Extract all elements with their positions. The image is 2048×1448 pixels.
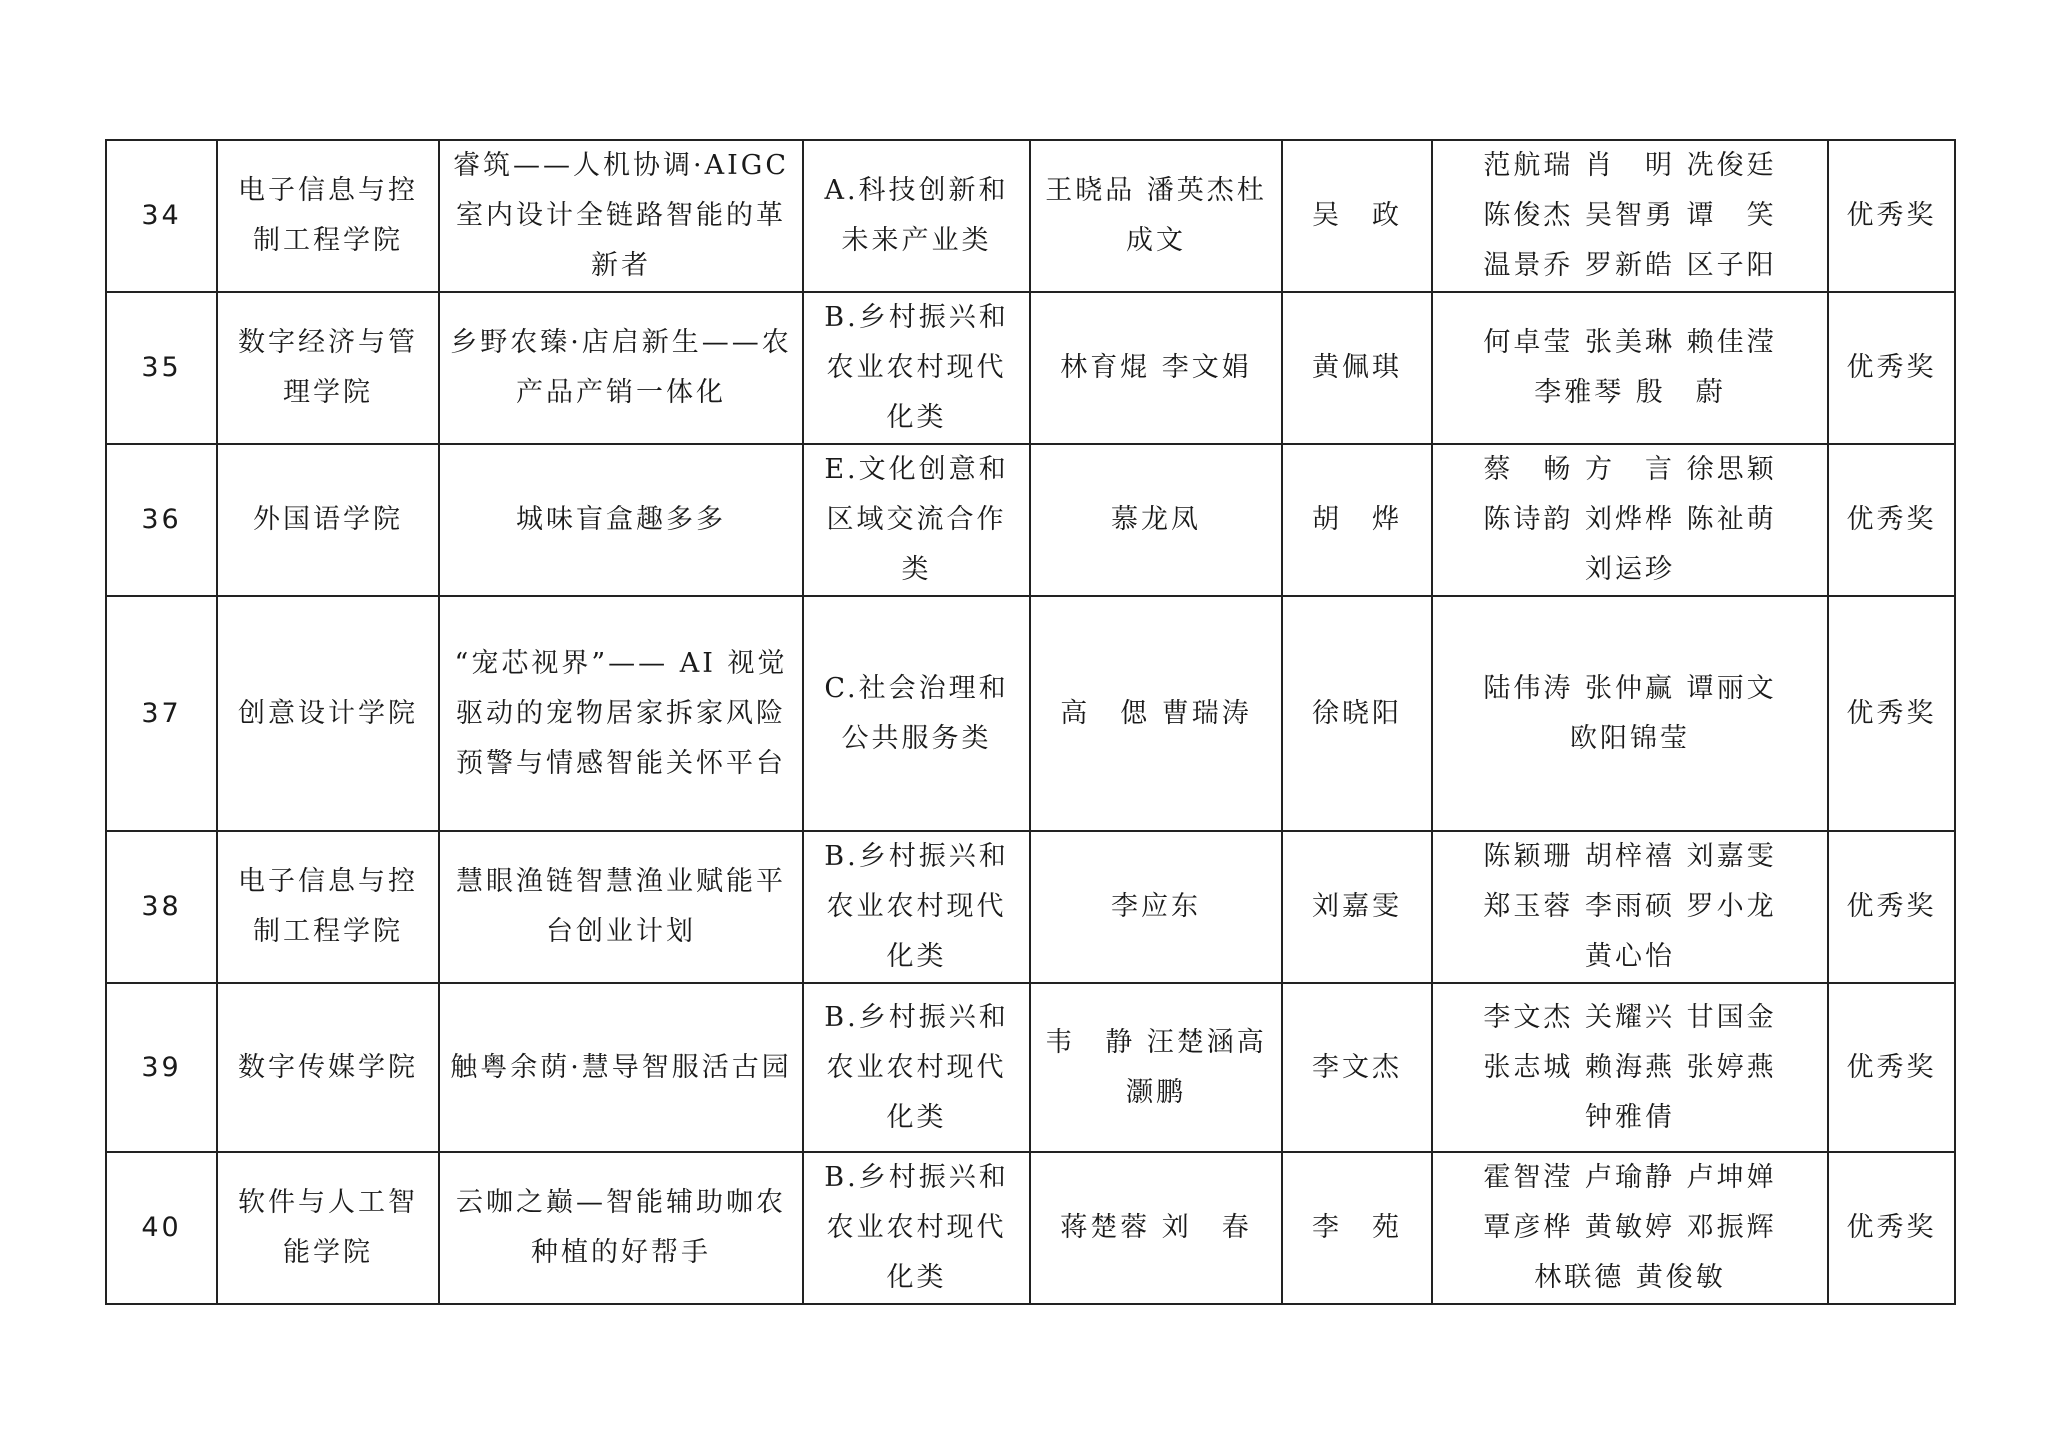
- table-row: [106, 444, 1955, 596]
- leader-cell-text: 刘嘉雯: [1312, 891, 1402, 922]
- college-cell-text: 数字传媒学院: [238, 1051, 418, 1083]
- table-body: [106, 140, 1955, 1304]
- mentors-cell-text: 慕龙凤: [1111, 504, 1201, 535]
- member-line: 温景乔 罗新皓 区子阳: [1483, 250, 1777, 281]
- row-number-text: 38: [141, 891, 182, 922]
- row-number: [106, 596, 217, 831]
- member-line: 林联德 黄俊敏: [1534, 1262, 1726, 1293]
- category-cell: [803, 983, 1030, 1152]
- project-name-cell: [439, 292, 803, 444]
- leader-cell: [1282, 140, 1432, 292]
- college-cell: [217, 140, 439, 292]
- award-cell: [1828, 292, 1955, 444]
- project-name-cell: [439, 444, 803, 596]
- member-line: 陆伟涛 张仲赢 谭丽文: [1483, 672, 1777, 704]
- award-cell: [1828, 983, 1955, 1152]
- table-row: [106, 983, 1955, 1152]
- table-row: [106, 292, 1955, 444]
- award-cell-text: 优秀奖: [1846, 352, 1937, 383]
- category-cell-text: E.文化创意和区域交流合作类: [824, 454, 1009, 585]
- project-name-cell-text: 慧眼渔链智慧渔业赋能平台创业计划: [456, 866, 786, 947]
- award-cell-text: 优秀奖: [1846, 1051, 1937, 1083]
- table-row: [106, 831, 1955, 983]
- college-cell: [217, 444, 439, 596]
- category-cell: [803, 444, 1030, 596]
- member-line: 蔡 畅 方 言 徐思颖: [1483, 454, 1777, 485]
- members-cell: [1432, 596, 1828, 831]
- leader-cell: [1282, 444, 1432, 596]
- row-number: [106, 292, 217, 444]
- row-number: [106, 983, 217, 1152]
- category-cell: [803, 292, 1030, 444]
- row-number-text: 34: [141, 200, 182, 231]
- members-cell: [1432, 292, 1828, 444]
- college-cell: [217, 831, 439, 983]
- mentors-cell-text: 高 偲 曹瑞涛: [1060, 697, 1252, 729]
- member-line: 刘运珍: [1585, 554, 1675, 585]
- category-cell-text: A.科技创新和未来产业类: [824, 175, 1009, 256]
- project-name-cell: [439, 831, 803, 983]
- table-row: [106, 1152, 1955, 1304]
- mentors-cell-text: 李应东: [1111, 891, 1201, 922]
- members-cell: [1432, 831, 1828, 983]
- table-row: [106, 596, 1955, 831]
- member-line: 陈诗韵 刘烨桦 陈祉萌: [1483, 504, 1777, 535]
- mentors-cell: [1030, 1152, 1282, 1304]
- college-cell-text: 数字经济与管理学院: [238, 327, 418, 408]
- college-cell-text: 电子信息与控制工程学院: [238, 175, 418, 256]
- project-name-cell-text: 城味盲盒趣多多: [516, 504, 726, 535]
- college-cell: [217, 292, 439, 444]
- row-number: [106, 444, 217, 596]
- category-cell: [803, 596, 1030, 831]
- project-name-cell: [439, 140, 803, 292]
- leader-cell-text: 胡 烨: [1312, 504, 1402, 535]
- mentors-cell-text: 王晓品 潘英杰杜成文: [1045, 175, 1267, 256]
- college-cell: [217, 1152, 439, 1304]
- college-cell: [217, 983, 439, 1152]
- members-cell: [1432, 1152, 1828, 1304]
- leader-cell-text: 吴 政: [1312, 200, 1402, 231]
- category-cell: [803, 1152, 1030, 1304]
- member-line: 霍智滢 卢瑜静 卢坤婵: [1483, 1162, 1777, 1193]
- award-cell-text: 优秀奖: [1846, 891, 1937, 922]
- row-number-text: 36: [141, 504, 182, 535]
- college-cell: [217, 596, 439, 831]
- mentors-cell: [1030, 292, 1282, 444]
- category-cell: [803, 831, 1030, 983]
- leader-cell-text: 徐晓阳: [1312, 697, 1402, 729]
- award-cell-text: 优秀奖: [1846, 200, 1937, 231]
- member-line: 陈俊杰 吴智勇 谭 笑: [1483, 200, 1777, 231]
- member-line: 何卓莹 张美琳 赖佳滢: [1483, 327, 1777, 358]
- members-cell: [1432, 444, 1828, 596]
- member-line: 黄心怡: [1585, 941, 1675, 972]
- college-cell-text: 外国语学院: [253, 504, 403, 535]
- mentors-cell: [1030, 596, 1282, 831]
- leader-cell-text: 李文杰: [1312, 1051, 1402, 1083]
- mentors-cell: [1030, 140, 1282, 292]
- category-cell: [803, 140, 1030, 292]
- member-line: 范航瑞 肖 明 冼俊廷: [1483, 150, 1777, 181]
- member-line: 陈颖珊 胡梓禧 刘嘉雯: [1483, 841, 1777, 872]
- project-name-cell: [439, 983, 803, 1152]
- mentors-cell: [1030, 831, 1282, 983]
- category-cell-text: B.乡村振兴和农业农村现代化类: [824, 1162, 1009, 1293]
- project-name-cell-text: 云咖之巅—智能辅助咖农种植的好帮手: [456, 1187, 786, 1268]
- category-cell-text: C.社会治理和公共服务类: [824, 672, 1009, 754]
- mentors-cell: [1030, 983, 1282, 1152]
- award-cell: [1828, 444, 1955, 596]
- category-cell-text: B.乡村振兴和农业农村现代化类: [824, 841, 1009, 972]
- project-name-cell: [439, 1152, 803, 1304]
- row-number-text: 37: [141, 697, 182, 729]
- award-cell: [1828, 1152, 1955, 1304]
- mentors-cell-text: 林育焜 李文娟: [1060, 352, 1252, 383]
- members-cell: [1432, 140, 1828, 292]
- leader-cell: [1282, 1152, 1432, 1304]
- table-row: [106, 140, 1955, 292]
- member-line: 张志城 赖海燕 张婷燕: [1483, 1051, 1777, 1083]
- category-cell-text: B.乡村振兴和农业农村现代化类: [824, 1001, 1009, 1133]
- leader-cell: [1282, 292, 1432, 444]
- row-number: [106, 140, 217, 292]
- member-line: 郑玉蓉 李雨硕 罗小龙: [1483, 891, 1777, 922]
- member-line: 李文杰 关耀兴 甘国金: [1483, 1001, 1777, 1033]
- award-cell-text: 优秀奖: [1846, 504, 1937, 535]
- row-number-text: 40: [141, 1212, 182, 1243]
- award-cell: [1828, 140, 1955, 292]
- leader-cell: [1282, 983, 1432, 1152]
- row-number-text: 39: [141, 1051, 182, 1083]
- leader-cell-text: 李 苑: [1312, 1212, 1402, 1243]
- project-name-cell: [439, 596, 803, 831]
- awards-table: [105, 139, 1956, 1305]
- award-cell-text: 优秀奖: [1846, 1212, 1937, 1243]
- award-cell: [1828, 596, 1955, 831]
- mentors-cell: [1030, 444, 1282, 596]
- college-cell-text: 软件与人工智能学院: [238, 1187, 418, 1268]
- leader-cell: [1282, 831, 1432, 983]
- college-cell-text: 创意设计学院: [238, 697, 418, 729]
- college-cell-text: 电子信息与控制工程学院: [238, 866, 418, 947]
- member-line: 覃彦桦 黄敏婷 邓振辉: [1483, 1212, 1777, 1243]
- row-number-text: 35: [141, 352, 182, 383]
- mentors-cell-text: 韦 静 汪楚涵高灏鹏: [1045, 1026, 1267, 1108]
- member-line: 钟雅倩: [1585, 1101, 1675, 1133]
- award-cell: [1828, 831, 1955, 983]
- project-name-cell-text: 睿筑——人机协调·AIGC室内设计全链路智能的革新者: [453, 150, 789, 281]
- award-cell-text: 优秀奖: [1846, 697, 1937, 729]
- project-name-cell-text: 乡野农臻·店启新生——农产品产销一体化: [450, 327, 792, 408]
- project-name-cell-text: 触粤余荫·慧导智服活古园: [450, 1051, 792, 1083]
- leader-cell: [1282, 596, 1432, 831]
- leader-cell-text: 黄佩琪: [1312, 352, 1402, 383]
- row-number: [106, 831, 217, 983]
- member-line: 欧阳锦莹: [1570, 722, 1690, 754]
- member-line: 李雅琴 殷 蔚: [1534, 377, 1726, 408]
- members-cell: [1432, 983, 1828, 1152]
- mentors-cell-text: 蒋楚蓉 刘 春: [1060, 1212, 1252, 1243]
- row-number: [106, 1152, 217, 1304]
- project-name-cell-text: “宠芯视界”—— AI 视觉驱动的宠物居家拆家风险预警与情感智能关怀平台: [454, 647, 788, 779]
- category-cell-text: B.乡村振兴和农业农村现代化类: [824, 302, 1009, 433]
